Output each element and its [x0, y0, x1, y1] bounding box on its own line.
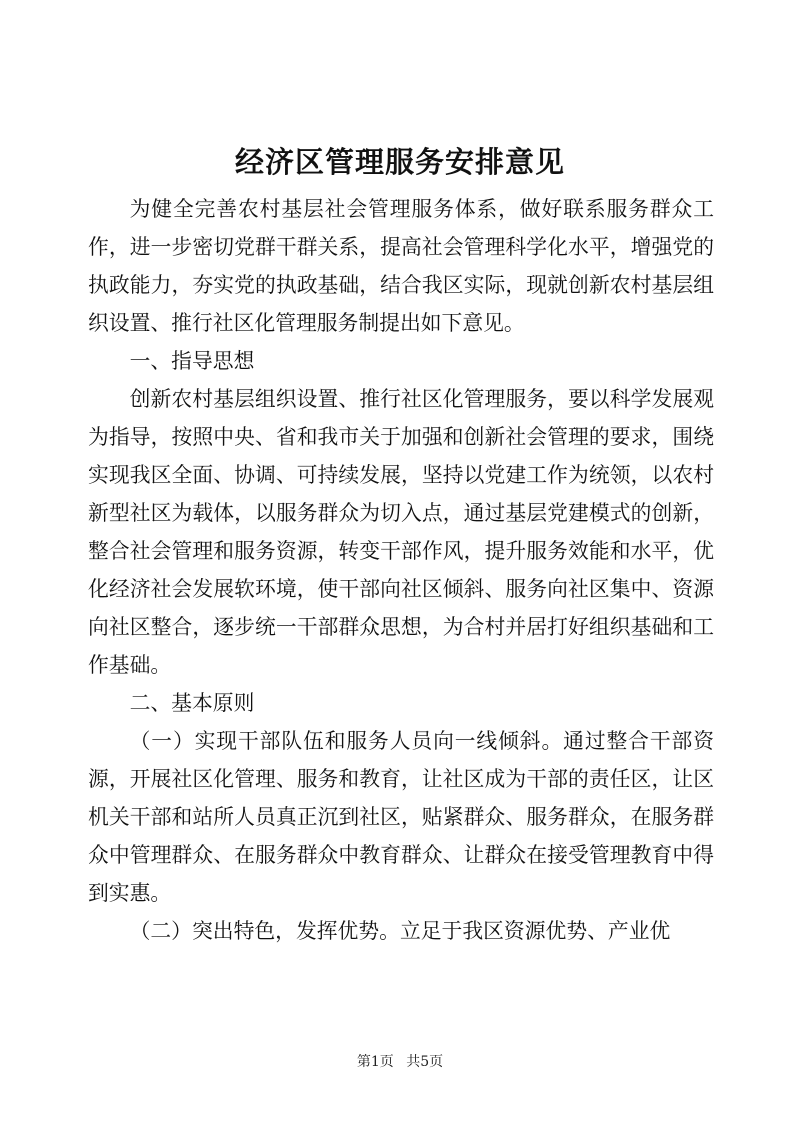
page-number: 第1页 — [356, 1054, 394, 1070]
document-title: 经济区管理服务安排意见 — [234, 145, 565, 179]
page-total: 共5页 — [406, 1054, 444, 1070]
paragraph-principle-1: （一）实现干部队伍和服务人员向一线倾斜。通过整合干部资源，开展社区化管理、服务和教育，让社区成为干部的责任区，让区机关干部和站所人员真正沉到社区，贴紧群众、服务群众，在服务群众中管理群众、在服务群众中教育群众、让群众在接受管理教育中得到实惠。 — [88, 729, 714, 905]
section-heading-guiding-ideology: 一、指导思想 — [129, 349, 255, 373]
document-body — [88, 190, 714, 950]
page-footer — [0, 1052, 800, 1072]
paragraph-principle-2: （二）突出特色，发挥优势。立足于我区资源优势、产业优 — [129, 919, 671, 943]
paragraph-guiding-ideology: 创新农村基层组织设置、推行社区化管理服务，要以科学发展观为指导，按照中央、省和我市关于加强和创新社会管理的要求，围绕实现我区全面、协调、可持续发展，坚持以党建工作为统领，以农村新型社区为载体，以服务群众为切入点，通过基层党建模式的创新，整合社会管理和服务资源，转变干部作风，提升服务效能和水平，优化经济社会发展软环境，使干部向社区倾斜、服务向社区集中、资源向社区整合，逐步统一干部群众思想，为合村并居打好组织基础和工作基础。 — [88, 387, 714, 677]
paragraph-intro: 为健全完善农村基层社会管理服务体系，做好联系服务群众工作，进一步密切党群干群关系，提高社会管理科学化水平，增强党的执政能力，夯实党的执政基础，结合我区实际，现就创新农村基层组织设置、推行社区化管理服务制提出如下意见。 — [88, 197, 714, 335]
section-heading-basic-principles: 二、基本原则 — [129, 691, 255, 715]
